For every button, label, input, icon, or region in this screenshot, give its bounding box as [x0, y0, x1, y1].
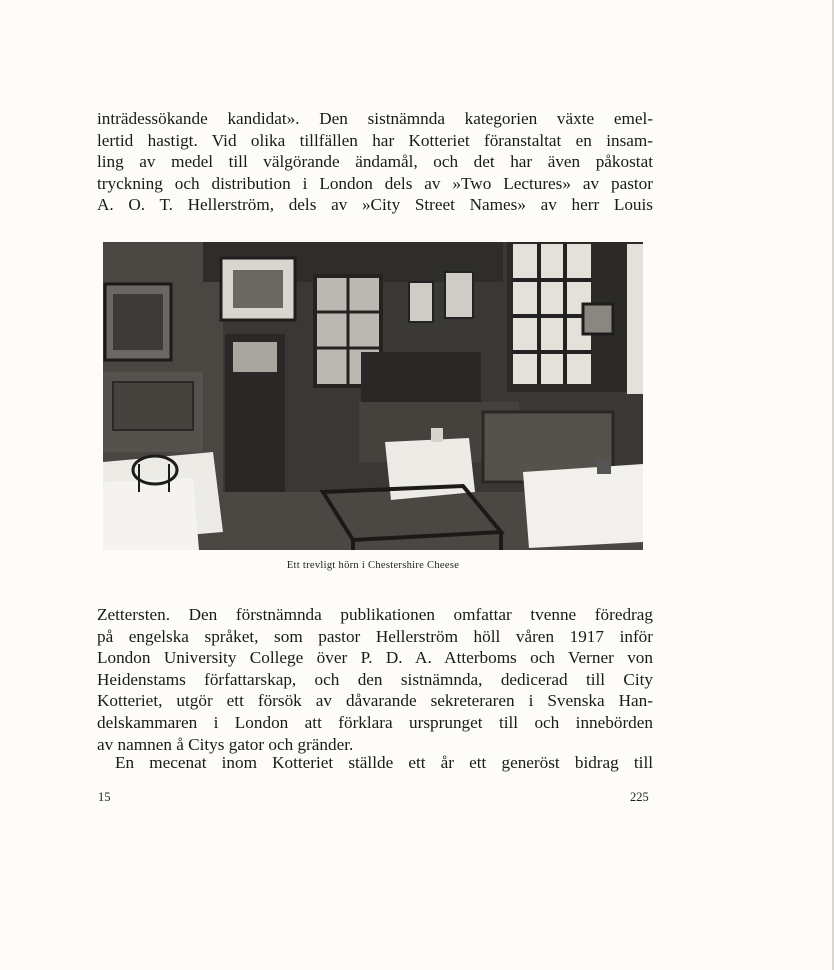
text-line: inträdessökande kandidat». Den sistnämnda kategorien växte emel- — [97, 109, 653, 128]
text-line: lertid hastigt. Vid olika tillfällen har Kotteriet föranstaltat en insam- — [97, 130, 653, 150]
paragraph-2 — [97, 604, 653, 755]
text-line: ling av medel till välgörande ändamål, och det har även påkostat — [97, 152, 653, 172]
text-line: London University College över P. D. A. Atterboms och Verner von — [97, 648, 653, 668]
text-line: A. O. T. Hellerström, dels av »City Street Names» av herr Louis — [97, 195, 653, 215]
text-line: Zettersten. Den förstnämnda publikationen omfattar tvenne föredrag — [97, 605, 653, 624]
text-line: Heidenstams författarskap, och den sistnämnda, dedicerad till City — [97, 669, 653, 689]
signature-mark: 15 — [98, 790, 111, 804]
text-line: delskammaren i London att förklara ursprunget till och innebörden — [97, 712, 653, 732]
figure-caption: Ett trevligt hörn i Chestershire Cheese — [286, 560, 460, 571]
photo-illustration — [103, 242, 643, 550]
page-number: 225 — [630, 790, 649, 804]
interior-photo — [103, 242, 643, 550]
paragraph-3 — [97, 752, 653, 774]
text-line: En mecenat inom Kotteriet ställde ett år ett generöst bidrag till — [115, 753, 653, 772]
text-line: på engelska språket, som pastor Hellerström höll våren 1917 inför — [97, 626, 653, 646]
text-line: av namnen å Citys gator och gränder. — [97, 734, 354, 754]
text-line: Kotteriet, utgör ett försök av dåvarande sekreteraren i Svenska Han- — [97, 691, 653, 711]
paragraph-1 — [97, 108, 653, 216]
text-line: tryckning och distribution i London dels av »Two Lectures» av pastor — [97, 173, 653, 193]
